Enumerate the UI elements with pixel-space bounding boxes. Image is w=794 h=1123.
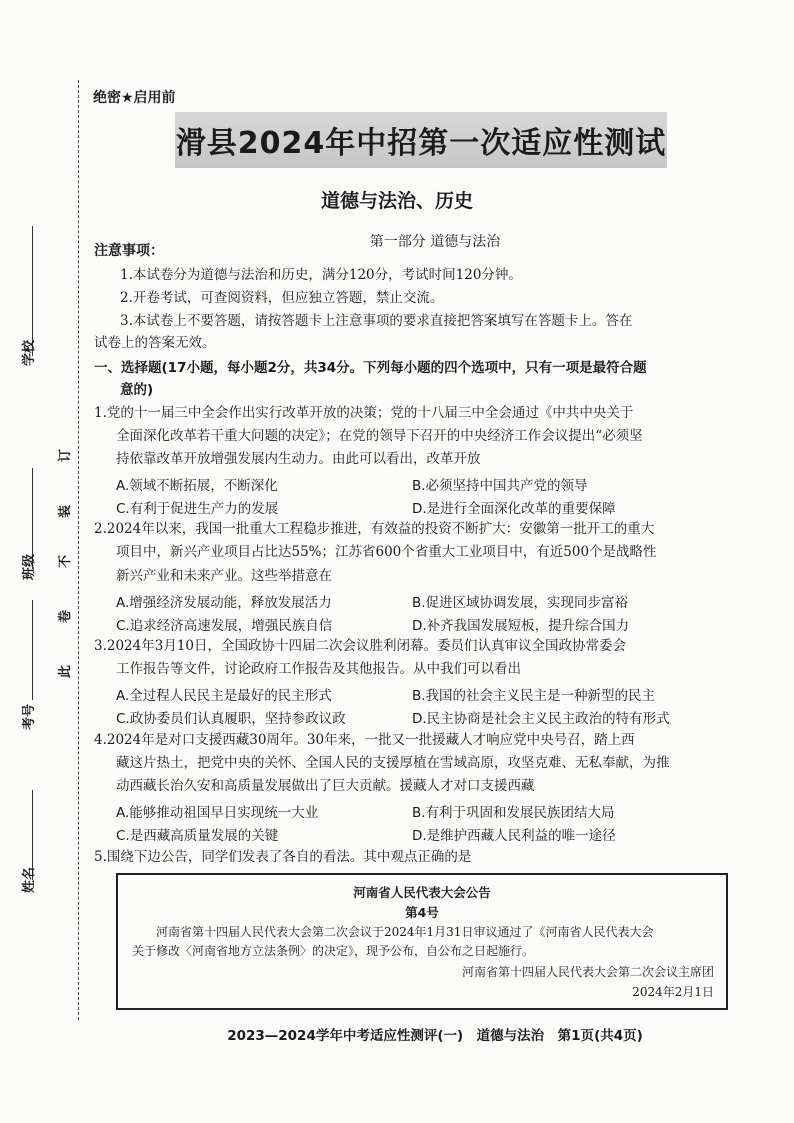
question-4-text: 4.2024年是对口支援西藏30周年。30年来，一批又一批援藏人才响应党中央号召，踏上西 (94, 732, 635, 748)
question-1-option-a: A.领域不断拓展，不断深化 (116, 478, 278, 494)
announcement-body (132, 923, 653, 961)
question-3-option-d: D.民主协商是社会主义民主政治的特有形式 (412, 711, 670, 727)
question-1-option-c: C.有利于促进生产力的发展 (116, 501, 279, 517)
binding-warning-char: 此 (58, 664, 74, 679)
notes-heading: 注意事项： (94, 243, 164, 259)
question-3-option-b: B.我国的社会主义民主是一种新型的民主 (412, 688, 656, 704)
question-2-text: 项目中，新兴产业项目占比达55%；江苏省600个省重大工业项目中，有近500个是战略性 (116, 544, 657, 560)
announcement-body-line: 关于修改〈河南省地方立法条例〉的决定》，现予公布，自公布之日起施行。 (132, 944, 535, 958)
part-heading: 第一部分 道德与法治 (369, 234, 501, 250)
question-3-option-a: A.全过程人民民主是最好的民主形式 (116, 688, 332, 704)
question-4-text: 动西藏长治久安和高质量发展做出了巨大贡献。援藏人才对口支援西藏 (116, 778, 535, 794)
binding-dashed-line (78, 80, 79, 1020)
question-1-text: 持依靠改革开放增强发展内生动力。由此可以看出，改革开放 (116, 451, 481, 467)
announcement-signer: 河南省第十四届人民代表大会第二次会议主席团 (461, 965, 714, 979)
announcement-title: 河南省人民代表大会公告 (353, 885, 491, 900)
question-1-option-b: B.必须坚持中国共产党的领导 (412, 478, 588, 494)
question-4-option-a: A.能够推动祖国早日实现统一大业 (116, 805, 319, 821)
question-3-option-c: C.政协委员们认真履职，坚持参政议政 (116, 711, 346, 727)
announcement-body-line: 河南省第十四届人民代表大会第二次会议于2024年1月31日审议通过了《河南省人民代表大会 (156, 925, 654, 939)
question-3-text: 3.2024年3月10日，全国政协十四届二次会议胜利闭幕。委员们认真审议全国政协常委会 (94, 638, 627, 654)
class-label: 班级 (22, 553, 37, 580)
question-1-option-d: D.是进行全面深化改革的重要保障 (412, 501, 616, 517)
exam-no-label: 考号 (22, 703, 37, 730)
binding-warning-char: 订 (58, 448, 74, 463)
question-2-option-a: A.增强经济发展动能，释放发展活力 (116, 595, 332, 611)
question-2-option-d: D.补齐我国发展短板，提升综合国力 (412, 618, 630, 634)
question-2-option-c: C.追求经济高速发展，增强民族自信 (116, 618, 333, 634)
section-heading: 一、选择题(17小题，每小题2分，共34分。下列每小题的四个选项中，只有一项是最符合题 (94, 360, 647, 376)
question-1-text: 1.党的十一届三中全会作出实行改革开放的决策；党的十八届三中全会通过《中共中央关于 (94, 405, 634, 421)
exam-no-fill-line (32, 600, 33, 700)
announcement-box (116, 873, 728, 1010)
binding-warning-char: 卷 (58, 609, 74, 624)
question-1-text: 全面深化改革若干重大问题的决定》；在党的领导下召开的中央经济工作会议提出“必须坚 (116, 428, 643, 444)
question-4-option-c: C.是西藏高质量发展的关键 (116, 828, 279, 844)
exam-subtitle: 道德与法治、历史 (320, 190, 473, 212)
question-3-text: 工作报告等文件，讨论政府工作报告及其他报告。从中我们可以看出 (116, 661, 521, 677)
question-5-text: 5.围绕下边公告，同学们发表了各自的看法。其中观点正确的是 (94, 849, 472, 865)
note-item: 2.开卷考试，可查阅资料，但应独立答题，禁止交流。 (120, 290, 444, 306)
question-4-option-d: D.是维护西藏人民利益的唯一途径 (412, 828, 616, 844)
announcement-date: 2024年2月1日 (632, 985, 714, 999)
name-label: 姓名 (22, 866, 37, 893)
secret-mark: 绝密★启用前 (93, 90, 176, 106)
question-2-option-b: B.促进区域协调发展，实现同步富裕 (412, 595, 629, 611)
binding-warning-char: 不 (58, 554, 74, 569)
question-4-text: 藏这片热土，把党中央的关怀、全国人民的支援厚植在雪域高原，攻坚克难、无私奉献，为推 (116, 755, 670, 771)
school-label: 学校 (22, 339, 37, 366)
exam-title: 滑县2024年中招第一次适应性测试 (175, 126, 667, 161)
section-heading: 意的) (120, 382, 154, 398)
page-footer: 2023—2024学年中考适应性测评(一) 道德与法治 第1页(共4页) (227, 1028, 643, 1044)
announcement-number: 第4号 (405, 905, 439, 920)
note-item: 试卷上的答案无效。 (94, 335, 216, 351)
question-2-text: 新兴产业和未来产业。这些举措意在 (116, 568, 332, 584)
question-4-option-b: B.有利于巩固和发展民族团结大局 (412, 805, 615, 821)
note-item: 3.本试卷上不要答题，请按答题卡上注意事项的要求直接把答案填写在答题卡上。答在 (120, 313, 633, 329)
question-2-text: 2.2024年以来，我国一批重大工程稳步推进，有效益的投资不断扩大：安徽第一批开工的重大 (94, 521, 655, 537)
note-item: 1.本试卷分为道德与法治和历史，满分120分，考试时间120分钟。 (120, 267, 522, 283)
binding-warning-char: 装 (58, 504, 74, 519)
